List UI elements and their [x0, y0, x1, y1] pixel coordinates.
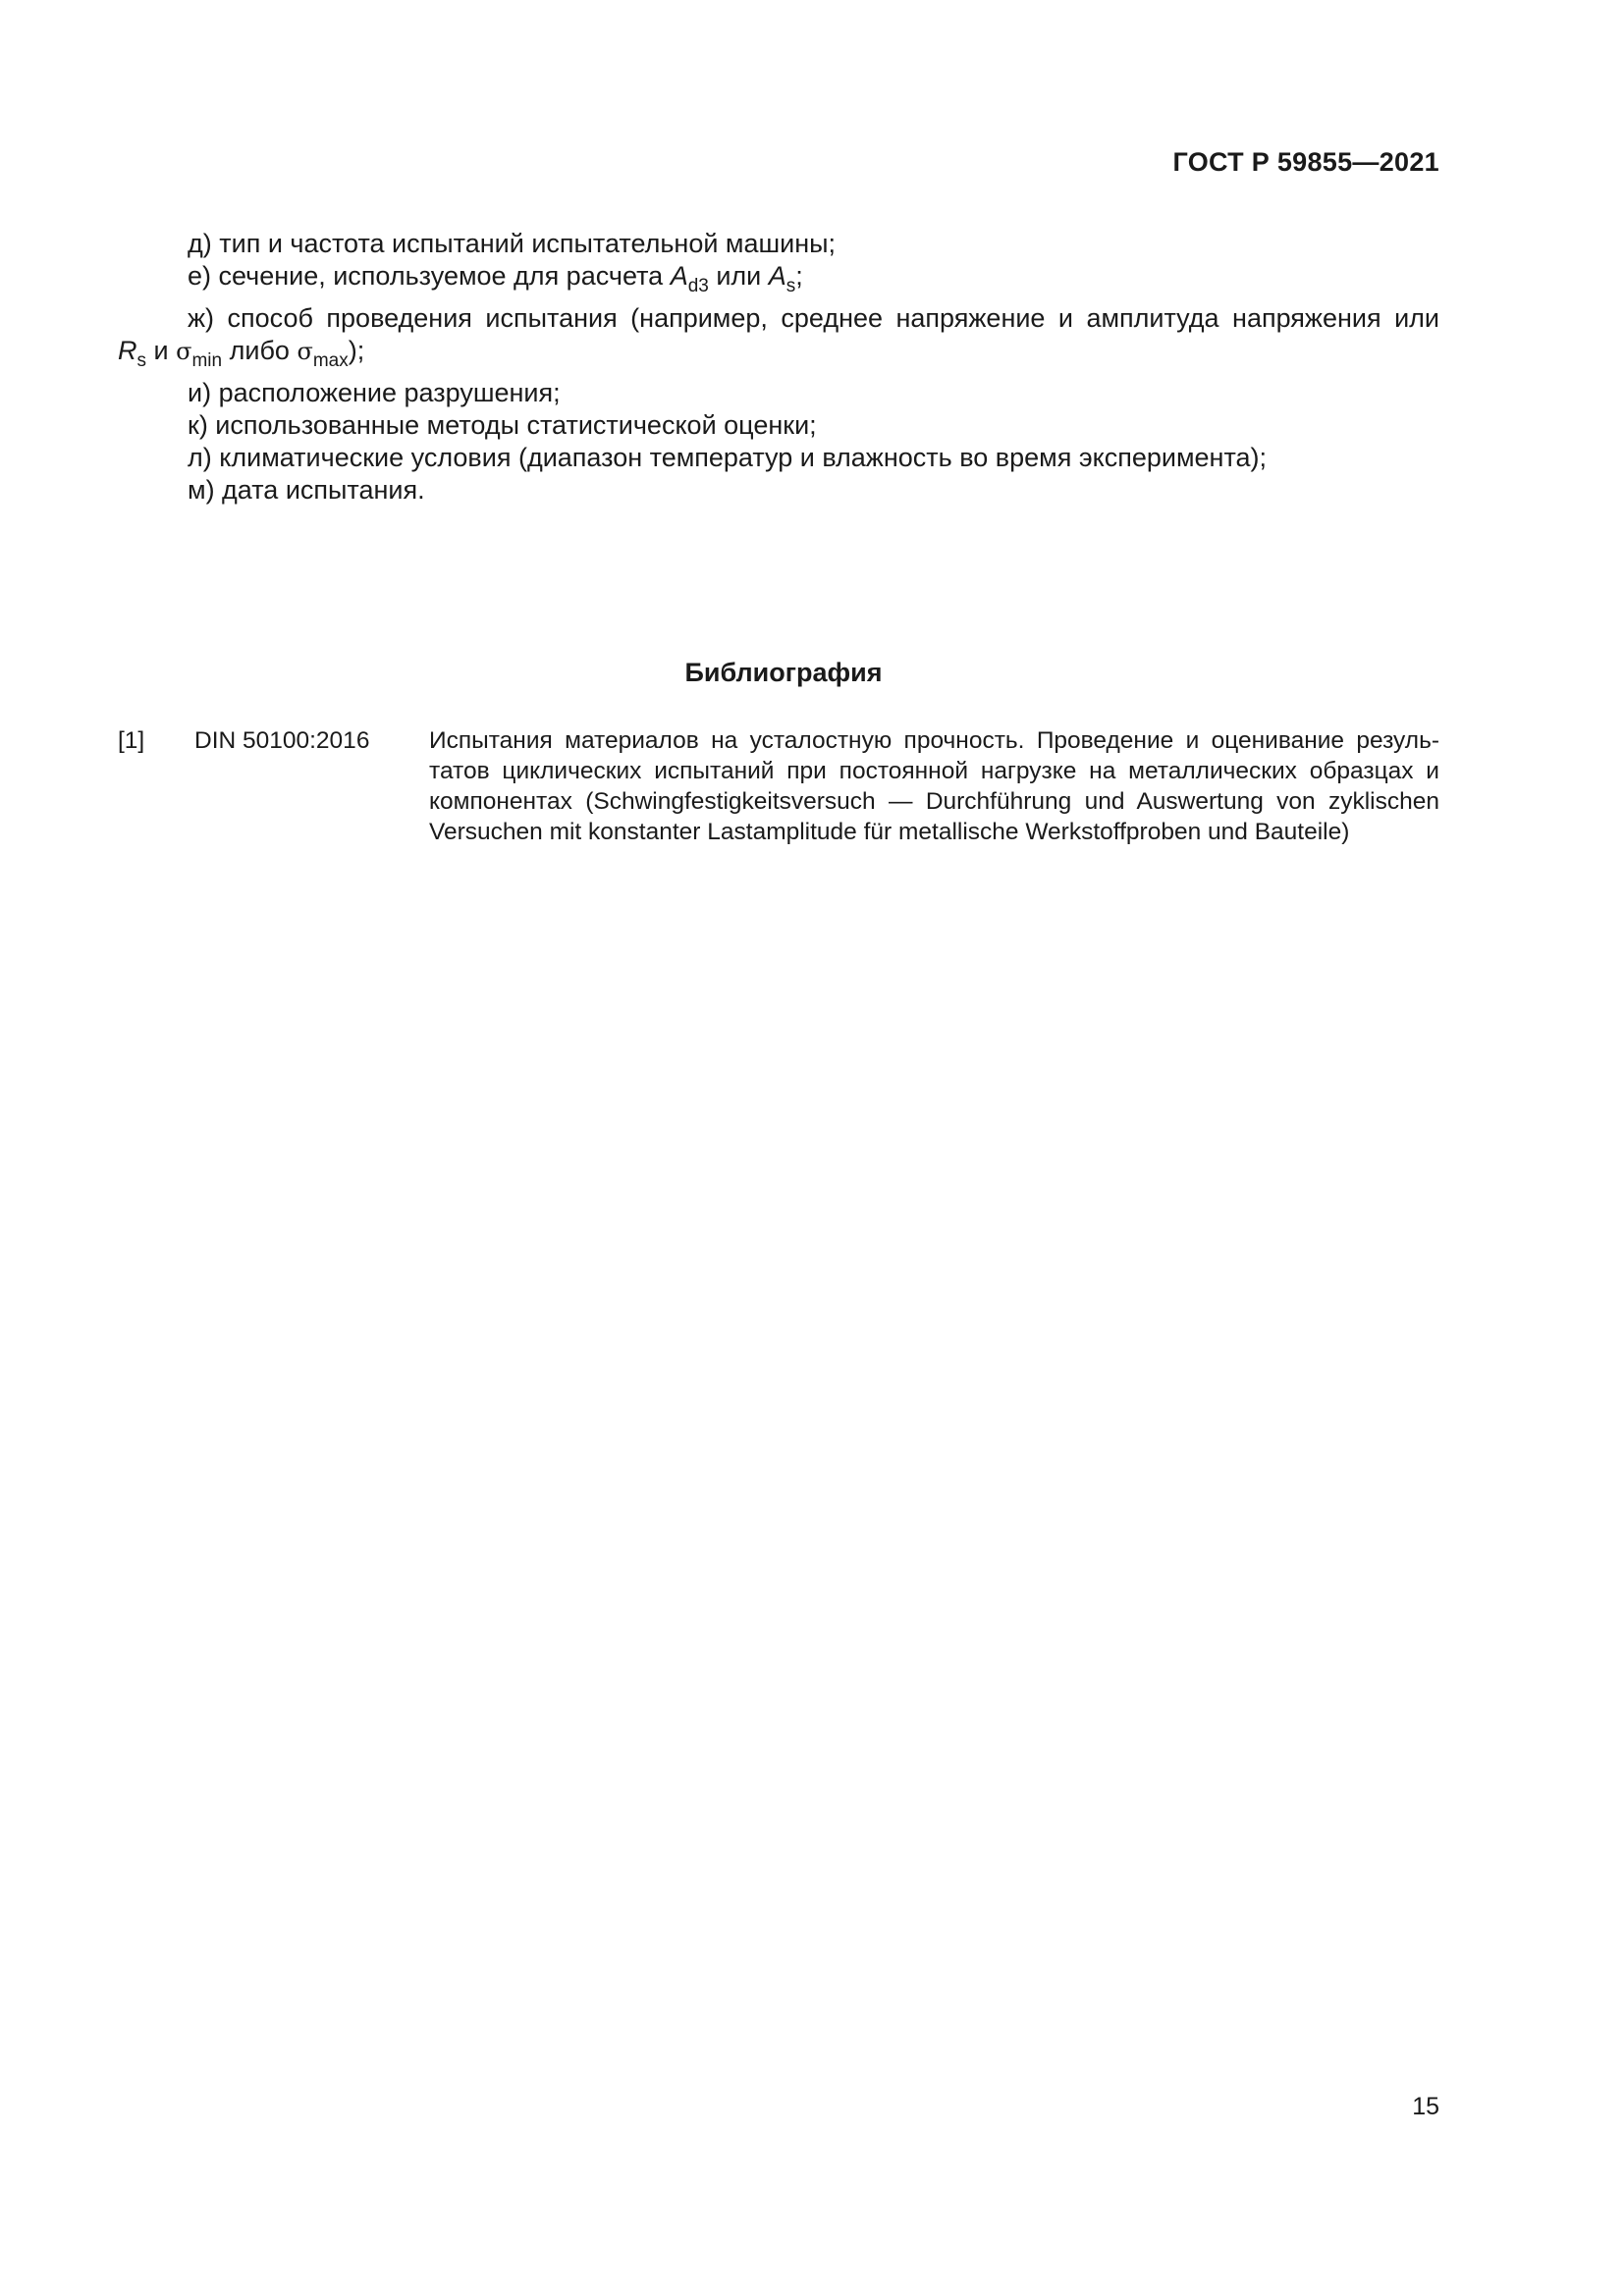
subscript-max: max: [312, 350, 349, 371]
list-item-d: д) тип и частота испытаний испытательной машины;: [188, 229, 837, 258]
symbol-a: A: [768, 261, 786, 291]
reference-description: Испытания материалов на усталостную прочность. Проведение и оценивание резуль-татов циклических испытаний при постоянной нагрузке на металлических образцах и компонентах (Schwingfestigkeitsversuch — Durchführung und Auswertung von zyklischen Versuchen mit konstanter Lastamplitude für metallische Werkstoffproben und Bauteile): [429, 727, 1439, 845]
reference-number: [1]: [118, 727, 145, 754]
page-number: 15: [1412, 2093, 1439, 2120]
subscript-s: s: [785, 276, 796, 296]
subscript-s: s: [136, 350, 146, 371]
requirements-list: [118, 228, 1439, 507]
document-id: ГОСТ Р 59855—2021: [1172, 147, 1439, 177]
bibliography-title: Библиография: [684, 658, 883, 687]
symbol-r: R: [118, 336, 137, 365]
list-item-i: и) расположение разрушения;: [188, 378, 561, 407]
list-item-k: к) использованные методы статистической оценки;: [188, 410, 817, 440]
list-item-e: е) сечение, используемое для расчета $A_{d3}$ или $A_s$;: [188, 261, 803, 296]
list-item-l: л) климатические условия (диапазон температур и влажность во время эксперимента);: [188, 443, 1268, 472]
subscript-min: min: [191, 350, 223, 371]
reference-code: DIN 50100:2016: [194, 727, 370, 754]
symbol-a: A: [670, 261, 688, 291]
subscript-d3: d3: [687, 276, 709, 296]
bibliography-entry: [118, 725, 1439, 847]
list-item-m: м) дата испытания.: [188, 475, 425, 505]
symbol-sigma: σ: [176, 338, 192, 365]
list-item-zh: ж) способ проведения испытания (например, среднее напряжение и амплитуда напряжения или $R_s$ и $\sigma_{min}$ либо $\sigma_{max}$);: [118, 303, 1439, 371]
symbol-sigma: σ: [297, 338, 313, 365]
